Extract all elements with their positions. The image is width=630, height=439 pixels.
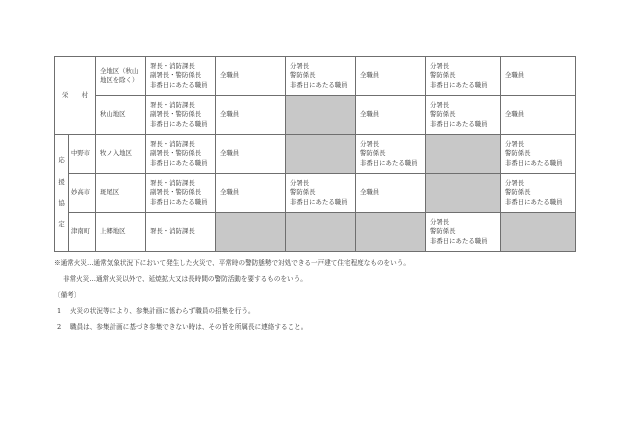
staff-cell xyxy=(216,135,286,174)
table-row xyxy=(55,174,576,213)
staff-line: 非番日にあたる職員 xyxy=(430,119,488,128)
staff-line: 非番日にあたる職員 xyxy=(360,158,418,167)
table-row xyxy=(55,213,576,252)
area-cell: 上郷地区 xyxy=(96,213,146,252)
staff-cell xyxy=(146,213,216,252)
empty-gray-cell xyxy=(216,213,286,252)
staff-cell xyxy=(501,174,576,213)
staff-line: 非番日にあたる職員 xyxy=(505,197,563,206)
staff-line: 副署長・警防係長 xyxy=(150,71,202,80)
staff-cell xyxy=(146,96,216,135)
city-cell: 妙高市 xyxy=(69,174,96,213)
staff-line: 全職員 xyxy=(220,71,240,80)
empty-gray-cell xyxy=(286,135,356,174)
empty-gray-cell xyxy=(426,135,501,174)
staff-cell xyxy=(426,213,501,252)
staff-cell xyxy=(146,174,216,213)
staff-line: 分署長 xyxy=(360,139,380,148)
staff-line: 署長・消防課長 xyxy=(150,139,195,148)
staff-assembly-table xyxy=(54,56,576,252)
table-row xyxy=(55,135,576,174)
area-cell: 斑尾区 xyxy=(96,174,146,213)
staff-line: 分署長 xyxy=(290,61,310,70)
staff-line: 全職員 xyxy=(505,110,525,119)
area-cell: 秋山地区 xyxy=(96,96,146,135)
remark-item-2: 2 職員は、参集計画に基づき参集できない時は、その旨を所属長に連絡すること。 xyxy=(57,323,308,331)
staff-line: 副署長・警防係長 xyxy=(150,149,202,158)
staff-line: 全職員 xyxy=(360,188,380,197)
staff-line: 非番日にあたる職員 xyxy=(150,80,208,89)
staff-line: 警防係長 xyxy=(505,188,531,197)
staff-cell xyxy=(426,96,501,135)
staff-cell xyxy=(356,174,426,213)
staff-line: 署長・消防課長 xyxy=(150,100,195,109)
group-sakae-village: 栄 村 xyxy=(55,57,96,135)
staff-cell xyxy=(216,57,286,96)
staff-line: 非番日にあたる職員 xyxy=(150,158,208,167)
staff-line: 副署長・警防係長 xyxy=(150,110,202,119)
staff-cell xyxy=(286,174,356,213)
empty-gray-cell xyxy=(501,213,576,252)
notes-section xyxy=(54,259,410,339)
staff-line: 非番日にあたる職員 xyxy=(150,197,208,206)
staff-line: 非番日にあたる職員 xyxy=(150,119,208,128)
remark-item-1: 1 火災の状況等により、参集計画に係わらず職員の招集を行う。 xyxy=(57,307,255,315)
area-cell: 牧ノ入地区 xyxy=(96,135,146,174)
staff-line: 全職員 xyxy=(360,110,380,119)
staff-line: 警防係長 xyxy=(430,110,456,119)
staff-line: 非番日にあたる職員 xyxy=(290,80,348,89)
staff-cell xyxy=(146,57,216,96)
staff-line: 警防係長 xyxy=(290,188,316,197)
staff-line: 全職員 xyxy=(220,149,240,158)
staff-line: 全職員 xyxy=(505,71,525,80)
staff-line: 非番日にあたる職員 xyxy=(430,236,488,245)
staff-cell xyxy=(501,96,576,135)
note-normal-fire: ※通常火災…通常気象状況下において発生した火災で、平常時の警防態勢で対処できる一戸建て住宅程度なものをいう。 xyxy=(54,259,410,267)
remarks-header: 〔備考〕 xyxy=(54,291,81,299)
empty-gray-cell xyxy=(286,213,356,252)
group-support-agreement: 応 援 協 定 xyxy=(55,135,69,252)
staff-line: 分署長 xyxy=(430,100,450,109)
staff-cell xyxy=(146,135,216,174)
table-row xyxy=(55,96,576,135)
staff-line: 非番日にあたる職員 xyxy=(290,197,348,206)
staff-line: 全職員 xyxy=(220,110,240,119)
staff-line: 署長・消防課長 xyxy=(150,61,195,70)
staff-line: 分署長 xyxy=(290,178,310,187)
staff-line: 分署長 xyxy=(430,217,450,226)
staff-line: 副署長・警防係長 xyxy=(150,188,202,197)
staff-line: 警防係長 xyxy=(430,227,456,236)
empty-gray-cell xyxy=(426,174,501,213)
staff-line: 分署長 xyxy=(505,178,525,187)
empty-gray-cell xyxy=(356,213,426,252)
table-row xyxy=(55,57,576,96)
empty-gray-cell xyxy=(286,96,356,135)
staff-line: 分署長 xyxy=(505,139,525,148)
area-cell: 全地区（秋山 地区を除く） xyxy=(96,57,146,96)
staff-cell xyxy=(356,135,426,174)
staff-line: 全職員 xyxy=(220,188,240,197)
staff-line: 警防係長 xyxy=(360,149,386,158)
staff-cell xyxy=(501,135,576,174)
staff-line: 警防係長 xyxy=(505,149,531,158)
staff-cell xyxy=(356,57,426,96)
city-cell: 中野市 xyxy=(69,135,96,174)
city-cell: 津南町 xyxy=(69,213,96,252)
staff-cell xyxy=(216,96,286,135)
staff-line: 分署長 xyxy=(430,61,450,70)
staff-cell xyxy=(501,57,576,96)
staff-cell xyxy=(356,96,426,135)
note-emergency-fire: 非常火災…通常火災以外で、延焼拡大又は長時間の警防活動を要するものをいう。 xyxy=(63,275,307,283)
staff-line: 署長・消防課長 xyxy=(150,178,195,187)
staff-cell xyxy=(426,57,501,96)
staff-line: 警防係長 xyxy=(430,71,456,80)
staff-line: 非番日にあたる職員 xyxy=(430,80,488,89)
staff-cell xyxy=(216,174,286,213)
staff-line: 署長・消防課長 xyxy=(150,227,195,236)
staff-cell xyxy=(286,57,356,96)
staff-line: 警防係長 xyxy=(290,71,316,80)
staff-line: 非番日にあたる職員 xyxy=(505,158,563,167)
staff-line: 全職員 xyxy=(360,71,380,80)
